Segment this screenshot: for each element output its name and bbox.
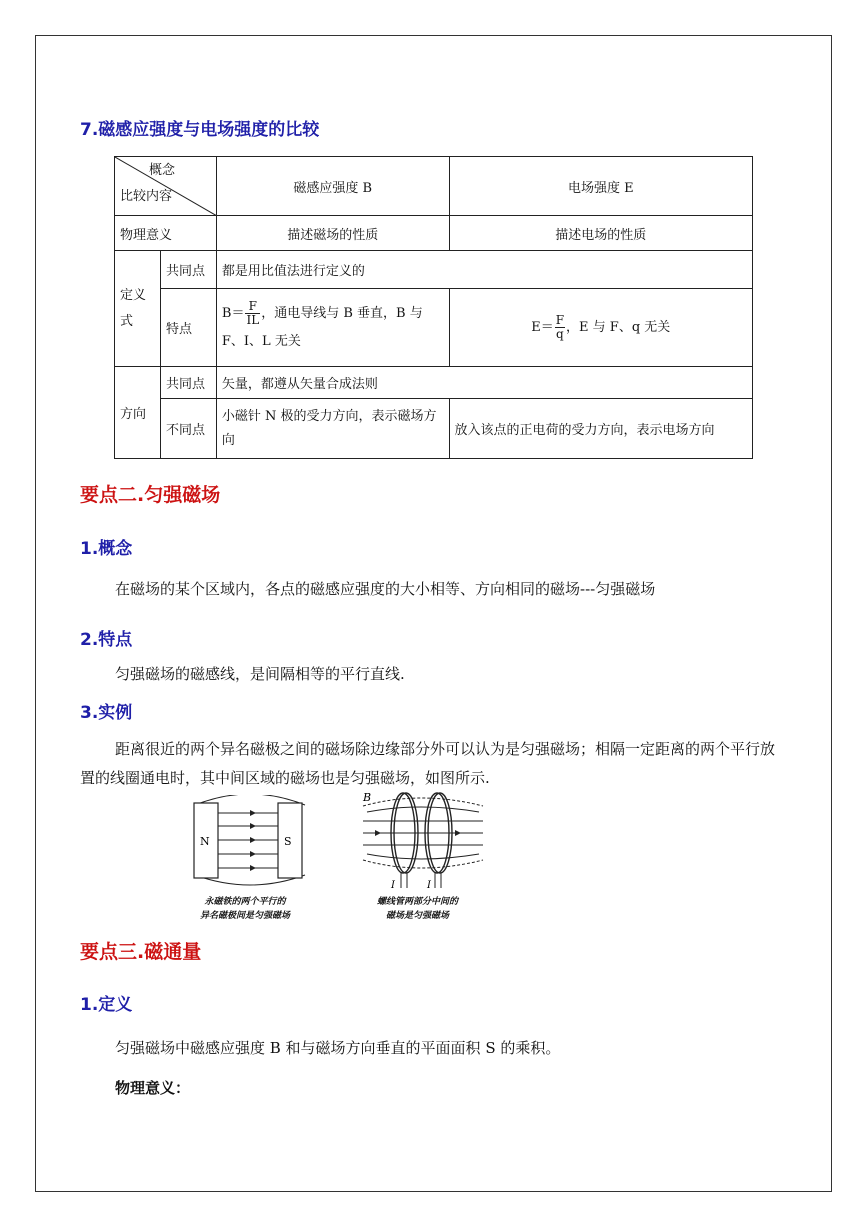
magnet-s-label: S: [284, 835, 292, 848]
caption-left-line2: 异名磁极间是匀强磁场: [199, 911, 290, 921]
coil-i1-label: I: [391, 880, 395, 891]
formula-e-prefix: E＝: [531, 320, 554, 335]
coil-b-label: B: [363, 791, 372, 804]
dir-diff-label: 不同点: [160, 399, 216, 459]
header-e: 电场强度 E: [449, 157, 753, 216]
formula-e-numerator: F: [555, 313, 565, 327]
key2-s3-text: 距离很近的两个异名磁极之间的磁场除边缘部分外可以认为是匀强磁场；相隔一定距离的两个平行放置的线圈通电时，其中间区域的磁场也是匀强磁场，如图所示.: [80, 740, 776, 787]
formula-b-suffix: ，通电导线与 B 垂直，B 与 F、I、L 无关: [221, 305, 423, 349]
section-7-title: 7.磁感应强度与电场强度的比较: [80, 120, 320, 140]
row-label-meaning: 物理意义: [115, 216, 217, 251]
table-header-row: [115, 157, 753, 216]
key2-title: 要点二.匀强磁场: [80, 484, 221, 506]
caption-left-line1: 永磁铁的两个平行的: [204, 897, 286, 907]
formula-b-denominator: IL: [246, 312, 260, 327]
meaning-b: 描述磁场的性质: [216, 216, 449, 251]
table-row-def-common: [115, 251, 753, 289]
key2-s2-text: 匀强磁场的磁感线，是间隔相等的平行直线.: [115, 665, 405, 683]
corner-cell: [115, 157, 217, 216]
row-label-direction: 方向: [115, 367, 161, 459]
caption-left: [180, 895, 310, 923]
header-b: 磁感应强度 B: [216, 157, 449, 216]
def-common-text: 都是用比值法进行定义的: [216, 251, 752, 289]
table-row-def-feature: [115, 289, 753, 367]
formula-b-fraction: [245, 300, 260, 327]
def-feature-e: [449, 289, 753, 367]
table-row-meaning: [115, 216, 753, 251]
definition-label: 定义式: [120, 287, 147, 329]
table-row-dir-common: [115, 367, 753, 399]
dir-common-text: 矢量，都遵从矢量合成法则: [216, 367, 752, 399]
key2-s1-text: 在磁场的某个区域内，各点的磁感应强度的大小相等、方向相同的磁场---匀强磁场: [115, 580, 656, 598]
corner-bottom-label: 比较内容: [120, 189, 173, 204]
key3-s1-title: 1.定义: [80, 995, 133, 1015]
def-feature-b: [216, 289, 449, 367]
table-row-dir-diff: [115, 399, 753, 459]
corner-top-label: 概念: [149, 163, 176, 178]
caption-right: [355, 895, 480, 923]
meaning-e: 描述电场的性质: [449, 216, 753, 251]
comparison-table: [114, 156, 753, 459]
row-label-definition: [115, 251, 161, 367]
dir-diff-b: 小磁针 N 极的受力方向，表示磁场方向: [216, 399, 449, 459]
key3-meaning-label: 物理意义：: [115, 1079, 191, 1097]
formula-b-prefix: B＝: [221, 305, 245, 321]
dir-diff-e: 放入该点的正电荷的受力方向，表示电场方向: [449, 399, 753, 459]
caption-right-line1: 螺线管两部分中间的: [376, 897, 458, 907]
magnet-diagram: [170, 795, 330, 895]
key3-title: 要点三.磁通量: [80, 941, 202, 963]
key2-s1-title: 1.概念: [80, 539, 133, 559]
coil-diagram: [355, 788, 490, 898]
magnet-n-label: N: [200, 835, 210, 848]
key2-s2-title: 2.特点: [80, 630, 133, 650]
def-common-label: 共同点: [160, 251, 216, 289]
coil-i2-label: I: [427, 880, 431, 891]
formula-b-numerator: F: [245, 300, 260, 314]
current-leads: [401, 873, 441, 888]
formula-e-denominator: q: [556, 327, 564, 341]
def-feature-label: 特点: [160, 289, 216, 367]
dir-common-label: 共同点: [160, 367, 216, 399]
formula-e-fraction: [555, 314, 565, 341]
key3-s1-text: 匀强磁场中磁感应强度 B 和与磁场方向垂直的平面面积 S 的乘积。: [115, 1039, 561, 1057]
key2-s3-title: 3.实例: [80, 703, 133, 723]
caption-right-line2: 磁场是匀强磁场: [385, 911, 449, 921]
field-lines: [218, 813, 278, 868]
formula-e-suffix: ，E 与 F、q 无关: [566, 320, 671, 335]
